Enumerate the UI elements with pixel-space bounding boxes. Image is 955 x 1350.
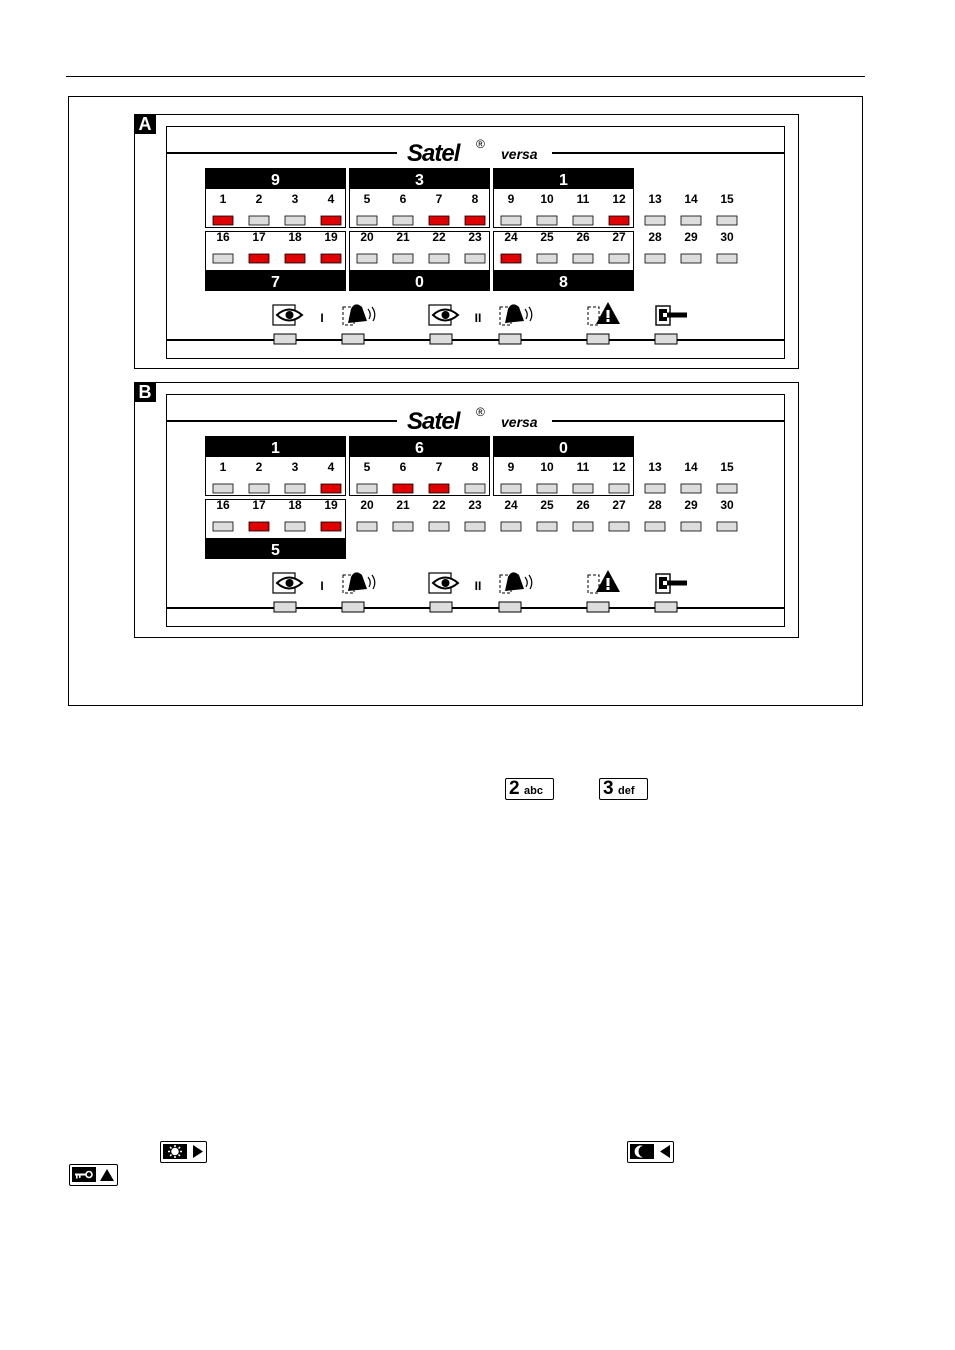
zone-number: 24: [504, 498, 518, 512]
zone-led-off: [609, 484, 629, 493]
bell-icon: [500, 572, 532, 593]
zone-led-on: [609, 216, 629, 225]
zone-led-off: [645, 484, 665, 493]
warning-mark: [607, 578, 610, 586]
status-led: [342, 602, 364, 612]
zone-led-off: [645, 254, 665, 263]
partition-suffix: II: [474, 579, 482, 593]
zone-led-on: [429, 484, 449, 493]
zone-number: 12: [612, 192, 626, 206]
zone-number: 1: [219, 460, 227, 474]
zone-led-off: [537, 254, 557, 263]
status-led: [274, 602, 296, 612]
partition-label: 1: [559, 172, 568, 189]
partition-label: 0: [415, 274, 424, 291]
zone-number: 2: [255, 460, 263, 474]
zone-number: 4: [327, 192, 335, 206]
zone-led-off: [357, 522, 377, 531]
partition-label: 7: [271, 274, 280, 291]
zone-led-on: [429, 216, 449, 225]
zone-led-off: [681, 484, 701, 493]
zone-number: 29: [684, 230, 698, 244]
zone-led-off: [249, 216, 269, 225]
zone-number: 22: [432, 498, 446, 512]
zone-led-off: [645, 216, 665, 225]
status-led: [499, 602, 521, 612]
zone-number: 30: [720, 498, 734, 512]
panel-tag: B: [134, 382, 156, 402]
registered-mark: ®: [476, 137, 485, 151]
bell-icon: [343, 572, 375, 593]
zone-led-off: [249, 484, 269, 493]
zone-led-off: [285, 484, 305, 493]
model-name: versa: [501, 146, 538, 162]
zone-number: 10: [540, 460, 554, 474]
warning-icon: [588, 302, 620, 325]
eye-icon: [273, 573, 324, 593]
zone-led-off: [393, 254, 413, 263]
status-led: [587, 334, 609, 344]
zone-led-off: [465, 522, 485, 531]
bell-wave: [372, 307, 375, 321]
wrench-icon: [656, 574, 687, 593]
partition-label: 8: [559, 274, 568, 291]
partition-suffix: II: [474, 311, 482, 325]
bell-wave: [529, 575, 532, 589]
zone-led-off: [393, 216, 413, 225]
brand-logo: Satel: [407, 408, 460, 435]
zone-led-off: [573, 522, 593, 531]
zone-number: 16: [216, 498, 230, 512]
zone-number: 18: [288, 498, 302, 512]
zone-number: 17: [252, 230, 266, 244]
zone-number: 13: [648, 192, 662, 206]
panel-tag: A: [134, 114, 156, 134]
zone-number: 2: [255, 192, 263, 206]
zone-number: 24: [504, 230, 518, 244]
zone-number: 19: [324, 498, 338, 512]
zone-number: 18: [288, 230, 302, 244]
key-moon-left-button[interactable]: [627, 1141, 674, 1163]
status-led: [499, 334, 521, 344]
zone-led-on: [501, 254, 521, 263]
zone-led-off: [357, 254, 377, 263]
zone-number: 11: [576, 192, 590, 206]
zone-number: 6: [399, 460, 407, 474]
zone-number: 15: [720, 192, 734, 206]
zone-led-off: [501, 484, 521, 493]
partition-label: 5: [271, 542, 280, 559]
zone-number: 20: [360, 230, 374, 244]
zone-number: 26: [576, 230, 590, 244]
zone-led-off: [501, 216, 521, 225]
eye-pupil: [286, 311, 294, 319]
zone-number: 30: [720, 230, 734, 244]
zone-led-on: [249, 522, 269, 531]
zone-led-off: [717, 216, 737, 225]
partition-label: 0: [559, 440, 568, 457]
zone-number: 21: [396, 230, 410, 244]
zone-number: 6: [399, 192, 407, 206]
zone-number: 25: [540, 498, 554, 512]
status-led: [587, 602, 609, 612]
zone-number: 11: [576, 460, 590, 474]
warning-icon: [588, 570, 620, 593]
zone-number: 14: [684, 192, 698, 206]
partition-suffix: I: [320, 311, 324, 325]
keypad-svg: [135, 115, 798, 368]
wrench-icon: [656, 306, 687, 325]
zone-number: 5: [363, 460, 371, 474]
partition-label: 9: [271, 172, 280, 189]
header-rule: [66, 76, 865, 77]
eye-icon: [273, 305, 324, 325]
zone-led-off: [717, 484, 737, 493]
zone-led-on: [393, 484, 413, 493]
bell-wave: [525, 577, 527, 587]
zone-led-on: [321, 522, 341, 531]
zone-led-off: [285, 216, 305, 225]
zone-number: 4: [327, 460, 335, 474]
keypad-panel-b: [134, 382, 799, 638]
zone-led-on: [465, 216, 485, 225]
zone-number: 3: [291, 460, 299, 474]
bell-wave: [525, 309, 527, 319]
partition-label: 1: [271, 440, 280, 457]
zone-led-off: [465, 254, 485, 263]
zone-led-off: [681, 216, 701, 225]
zone-led-off: [357, 484, 377, 493]
zone-led-off: [573, 484, 593, 493]
zone-led-off: [717, 254, 737, 263]
zone-number: 25: [540, 230, 554, 244]
bell-wave: [368, 309, 370, 319]
zone-led-off: [537, 484, 557, 493]
key-digit: 2: [509, 778, 520, 799]
bell-icon: [343, 304, 375, 325]
key-letters: def: [618, 785, 635, 797]
zone-number: 1: [219, 192, 227, 206]
status-led: [655, 602, 677, 612]
partition-label: 3: [415, 172, 424, 189]
eye-pupil: [442, 311, 450, 319]
up-arrow-icon: [100, 1169, 114, 1181]
zone-number: 20: [360, 498, 374, 512]
zone-led-off: [393, 522, 413, 531]
left-arrow-icon: [660, 1145, 670, 1158]
status-led: [342, 334, 364, 344]
zone-number: 23: [468, 498, 482, 512]
zone-led-off: [213, 484, 233, 493]
wrench-handle: [667, 581, 687, 586]
zone-led-on: [285, 254, 305, 263]
zone-number: 16: [216, 230, 230, 244]
zone-led-off: [717, 522, 737, 531]
zone-led-on: [321, 216, 341, 225]
zone-led-off: [429, 254, 449, 263]
status-led: [430, 602, 452, 612]
key-2abc-button[interactable]: [505, 778, 554, 800]
zone-led-on: [249, 254, 269, 263]
keypad-panel-a: [134, 114, 799, 369]
brand-logo: Satel: [407, 140, 460, 167]
zone-number: 27: [612, 498, 626, 512]
zone-number: 15: [720, 460, 734, 474]
zone-number: 27: [612, 230, 626, 244]
keypad-svg: [135, 383, 798, 637]
zone-led-off: [501, 522, 521, 531]
zone-led-off: [609, 254, 629, 263]
zone-number: 9: [507, 192, 515, 206]
zone-led-off: [537, 216, 557, 225]
zone-number: 3: [291, 192, 299, 206]
warning-dot: [607, 319, 610, 322]
zone-led-off: [357, 216, 377, 225]
zone-led-on: [321, 254, 341, 263]
zone-led-off: [609, 522, 629, 531]
eye-pupil: [286, 579, 294, 587]
status-led: [430, 334, 452, 344]
key-key-up-button[interactable]: [69, 1164, 118, 1186]
zone-number: 22: [432, 230, 446, 244]
eye-icon: [429, 305, 481, 325]
bell-icon: [500, 304, 532, 325]
zone-number: 26: [576, 498, 590, 512]
registered-mark: ®: [476, 405, 485, 419]
bell-wave: [368, 577, 370, 587]
zone-number: 23: [468, 230, 482, 244]
zone-led-off: [537, 522, 557, 531]
zone-led-off: [285, 522, 305, 531]
key-sun-right-button[interactable]: [160, 1141, 207, 1163]
key-3def-button[interactable]: [599, 778, 648, 800]
zone-number: 9: [507, 460, 515, 474]
zone-led-off: [681, 522, 701, 531]
zone-number: 8: [471, 192, 479, 206]
zone-led-off: [465, 484, 485, 493]
status-led: [655, 334, 677, 344]
zone-number: 8: [471, 460, 479, 474]
partition-suffix: I: [320, 579, 324, 593]
zone-number: 7: [435, 192, 443, 206]
zone-number: 12: [612, 460, 626, 474]
zone-number: 17: [252, 498, 266, 512]
zone-number: 14: [684, 460, 698, 474]
zone-led-off: [213, 254, 233, 263]
eye-icon: [429, 573, 481, 593]
zone-led-off: [681, 254, 701, 263]
zone-number: 5: [363, 192, 371, 206]
bell-wave: [529, 307, 532, 321]
zone-number: 21: [396, 498, 410, 512]
zone-led-off: [645, 522, 665, 531]
zone-number: 28: [648, 230, 662, 244]
eye-pupil: [442, 579, 450, 587]
warning-dot: [607, 587, 610, 590]
zone-number: 7: [435, 460, 443, 474]
partition-label: 6: [415, 440, 424, 457]
status-led: [274, 334, 296, 344]
warning-mark: [607, 310, 610, 318]
zone-led-on: [321, 484, 341, 493]
zone-led-on: [213, 216, 233, 225]
zone-number: 29: [684, 498, 698, 512]
zone-led-off: [573, 254, 593, 263]
zone-number: 28: [648, 498, 662, 512]
key-digit: 3: [603, 778, 614, 799]
zone-number: 10: [540, 192, 554, 206]
bell-wave: [372, 575, 375, 589]
zone-led-off: [573, 216, 593, 225]
model-name: versa: [501, 414, 538, 430]
key-letters: abc: [524, 785, 543, 797]
wrench-handle: [667, 313, 687, 318]
right-arrow-icon: [193, 1145, 203, 1158]
zone-number: 19: [324, 230, 338, 244]
zone-number: 13: [648, 460, 662, 474]
zone-led-off: [429, 522, 449, 531]
zone-led-off: [213, 522, 233, 531]
